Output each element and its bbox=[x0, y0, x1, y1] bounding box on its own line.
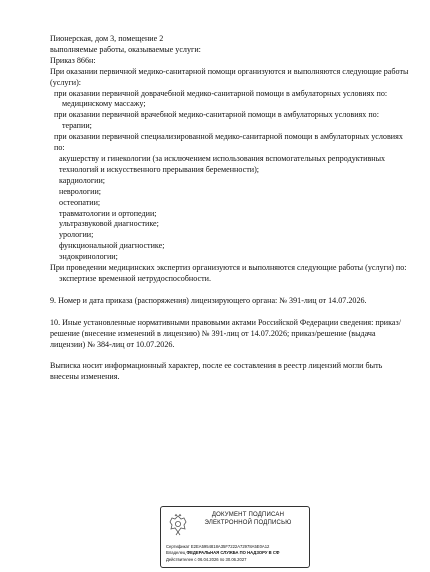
electronic-signature-stamp bbox=[160, 506, 310, 568]
certificate-number: E2EA5954818A35F7222A72978A5E0A12 bbox=[190, 544, 270, 549]
license-line: функциональной диагностике; bbox=[59, 241, 165, 251]
license-line: неврологии; bbox=[59, 186, 102, 196]
license-line: При проведении медицинских экспертиз организуются и выполняются следующие работы (услуги) по: bbox=[50, 263, 407, 273]
license-line: Приказ 866н: bbox=[50, 55, 96, 65]
disclaimer-note: Выписка носит информационный характер, после ее составления в реестр лицензий могли быть внесены изменения. bbox=[50, 361, 383, 382]
license-details bbox=[50, 34, 410, 285]
license-line: кардиологии; bbox=[59, 175, 106, 185]
signature-title: ДОКУМЕНТ ПОДПИСАН ЭЛЕКТРОННОЙ ПОДПИСЬЮ bbox=[204, 512, 292, 526]
license-line: урологии; bbox=[59, 230, 94, 240]
license-line: выполняемые работы, оказываемые услуги: bbox=[50, 44, 201, 54]
license-line: остеопатии; bbox=[59, 197, 101, 207]
license-line: травматологии и ортопедии; bbox=[59, 208, 157, 218]
document-body bbox=[50, 34, 410, 383]
section-10: 10. Иные установленные нормативными правовыми актами Российской Федерации сведения: приказ/решение (внесение изменений в лицензию) № 391-лиц от 14.07.2026; приказ/решение (выдача лицензии) № 384-лиц от 10.07.2026. bbox=[50, 317, 401, 349]
license-line: Пионерская, дом 3, помещение 2 bbox=[50, 34, 164, 43]
coat-of-arms-icon bbox=[167, 513, 189, 537]
license-line: эндокринологии; bbox=[59, 252, 118, 262]
license-line: ультразвуковой диагностике; bbox=[59, 219, 159, 229]
license-line: при оказании первичной врачебной медико-санитарной помощи в амбулаторных условиях по: bbox=[54, 110, 379, 120]
certificate-label: Сертификат bbox=[166, 544, 190, 549]
license-line: при оказании первичной специализированной медико-санитарной помощи в амбулаторных условиях по: bbox=[54, 132, 403, 153]
section-9: 9. Номер и дата приказа (распоряжения) лицензирующего органа: № 391-лиц от 14.07.2026. bbox=[50, 295, 367, 305]
license-line: при оказании первичной доврачебной медико-санитарной помощи в амбулаторных условиях по: bbox=[54, 88, 388, 98]
owner-label: Владелец bbox=[166, 550, 186, 556]
license-line: медицинскому массажу; bbox=[62, 99, 146, 109]
license-line: акушерству и гинекологии (за исключением использования вспомогательных репродуктивных технологий и искусственного прерывания беременности); bbox=[59, 153, 386, 174]
owner-name: ФЕДЕРАЛЬНАЯ СЛУЖБА ПО НАДЗОРУ В СФ bbox=[186, 550, 280, 556]
validity-row: Действителен с 06.04.2026 по 30.06.2027 bbox=[166, 556, 247, 562]
license-line: При оказании первичной медико-санитарной помощи организуются и выполняются следующие работы (услуги): bbox=[50, 66, 409, 87]
license-line: терапии; bbox=[62, 121, 92, 131]
license-line: экспертизе временной нетрудоспособности. bbox=[59, 273, 211, 283]
